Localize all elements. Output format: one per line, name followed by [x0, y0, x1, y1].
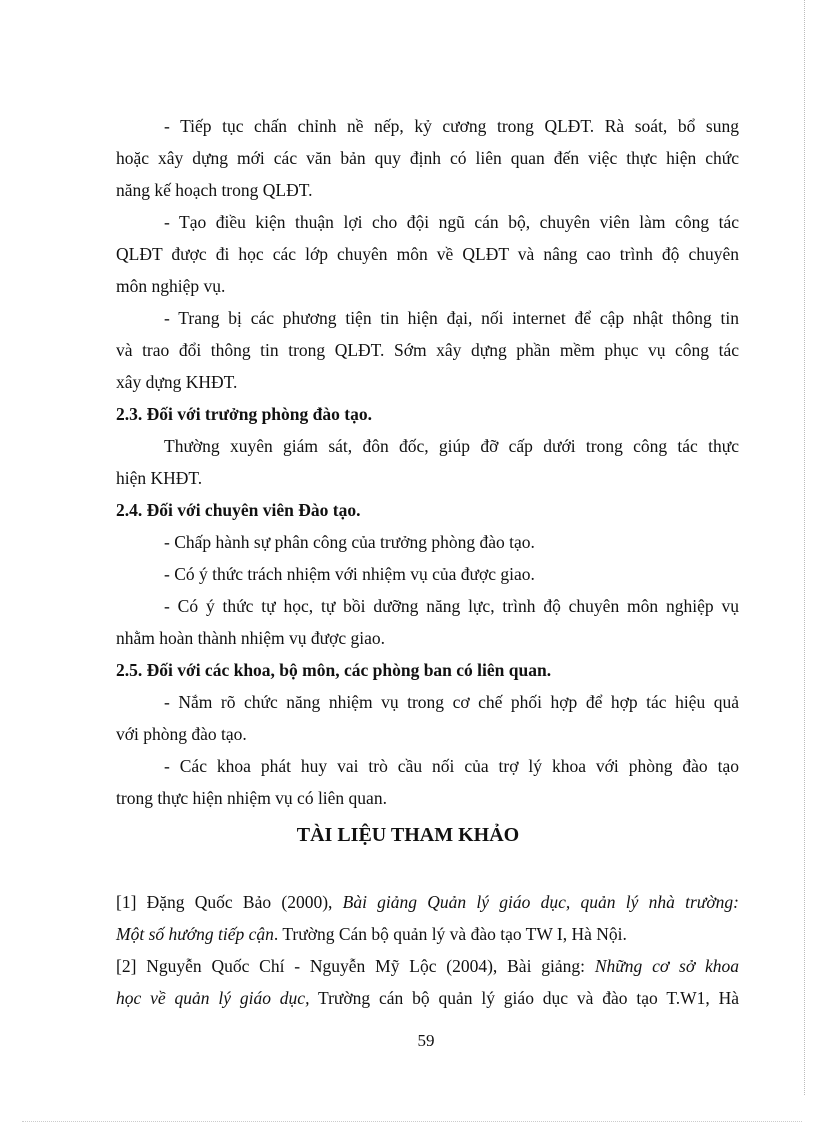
reference-2-publisher: Trường cán bộ quản lý giáo dục và đào tạo T.W1, Hà — [309, 988, 739, 1008]
section-2-3-line-2: hiện KHĐT. — [116, 468, 203, 488]
section-2-4-item-2: - Có ý thức trách nhiệm với nhiệm vụ của được giao. — [164, 564, 535, 584]
paragraph-1-line-3: năng kế hoạch trong QLĐT. — [116, 180, 313, 200]
section-2-4-item-3-line-1: - Có ý thức tự học, tự bồi dưỡng năng lực, trình độ chuyên môn nghiệp vụ — [164, 596, 739, 616]
reference-2-line-1 — [116, 954, 739, 978]
paragraph-1-line-2: hoặc xây dựng mới các văn bản quy định có liên quan đến việc thực hiện chức — [116, 148, 739, 168]
paragraph-2-line-1: - Tạo điều kiện thuận lợi cho đội ngũ cán bộ, chuyên viên làm công tác — [164, 212, 739, 232]
reference-2-prefix: [2] Nguyễn Quốc Chí - Nguyễn Mỹ Lộc (2004), Bài giảng: — [116, 956, 595, 976]
section-2-3-heading: 2.3. Đối với trưởng phòng đào tạo. — [116, 404, 372, 424]
reference-1-title-part-2: Một số hướng tiếp cận — [116, 924, 274, 944]
reference-1-line-2 — [116, 922, 739, 946]
section-2-5-item-1-line-1: - Nắm rõ chức năng nhiệm vụ trong cơ chế phối hợp để hợp tác hiệu quả — [164, 692, 739, 712]
section-2-4-item-1: - Chấp hành sự phân công của trưởng phòng đào tạo. — [164, 532, 535, 552]
reference-2-title-part-1: Những cơ sở khoa — [594, 956, 740, 976]
page-number: 59 — [417, 1031, 435, 1050]
page-border-bottom — [22, 1121, 802, 1122]
paragraph-3-line-2: và trao đổi thông tin trong QLĐT. Sớm xây dựng phần mềm phục vụ công tác — [116, 340, 739, 360]
reference-2-title-part-2: học về quản lý giáo dục, — [116, 988, 310, 1008]
section-2-3-line-1: Thường xuyên giám sát, đôn đốc, giúp đỡ cấp dưới trong công tác thực — [164, 436, 739, 456]
paragraph-1-line-1: - Tiếp tục chấn chỉnh nề nếp, kỷ cương trong QLĐT. Rà soát, bổ sung — [164, 116, 739, 136]
paragraph-3-line-3: xây dựng KHĐT. — [116, 372, 238, 392]
reference-1-line-1 — [116, 890, 739, 914]
section-2-5-item-2-line-1: - Các khoa phát huy vai trò cầu nối của trợ lý khoa với phòng đào tạo — [164, 756, 739, 776]
paragraph-2-line-3: môn nghiệp vụ. — [116, 276, 226, 296]
reference-1-prefix: [1] Đặng Quốc Bảo (2000), — [116, 892, 343, 912]
paragraph-3-line-1: - Trang bị các phương tiện tin hiện đại, nối internet để cập nhật thông tin — [164, 308, 739, 328]
reference-2-line-2 — [116, 986, 739, 1010]
page-border-right — [804, 0, 805, 1095]
section-2-5-item-2-line-2: trong thực hiện nhiệm vụ có liên quan. — [116, 788, 387, 808]
section-2-5-item-1-line-2: với phòng đào tạo. — [116, 724, 247, 744]
section-2-4-heading: 2.4. Đối với chuyên viên Đào tạo. — [116, 500, 361, 520]
references-title: TÀI LIỆU THAM KHẢO — [296, 824, 520, 846]
reference-1-publisher: . Trường Cán bộ quản lý và đào tạo TW I, Hà Nội. — [273, 924, 627, 944]
paragraph-2-line-2: QLĐT được đi học các lớp chuyên môn về QLĐT và nâng cao trình độ chuyên — [116, 244, 739, 264]
section-2-4-item-3-line-2: nhằm hoàn thành nhiệm vụ được giao. — [116, 628, 386, 648]
reference-1-title-part-1: Bài giảng Quản lý giáo dục, quản lý nhà trường: — [342, 892, 739, 912]
section-2-5-heading: 2.5. Đối với các khoa, bộ môn, các phòng ban có liên quan. — [116, 660, 552, 680]
